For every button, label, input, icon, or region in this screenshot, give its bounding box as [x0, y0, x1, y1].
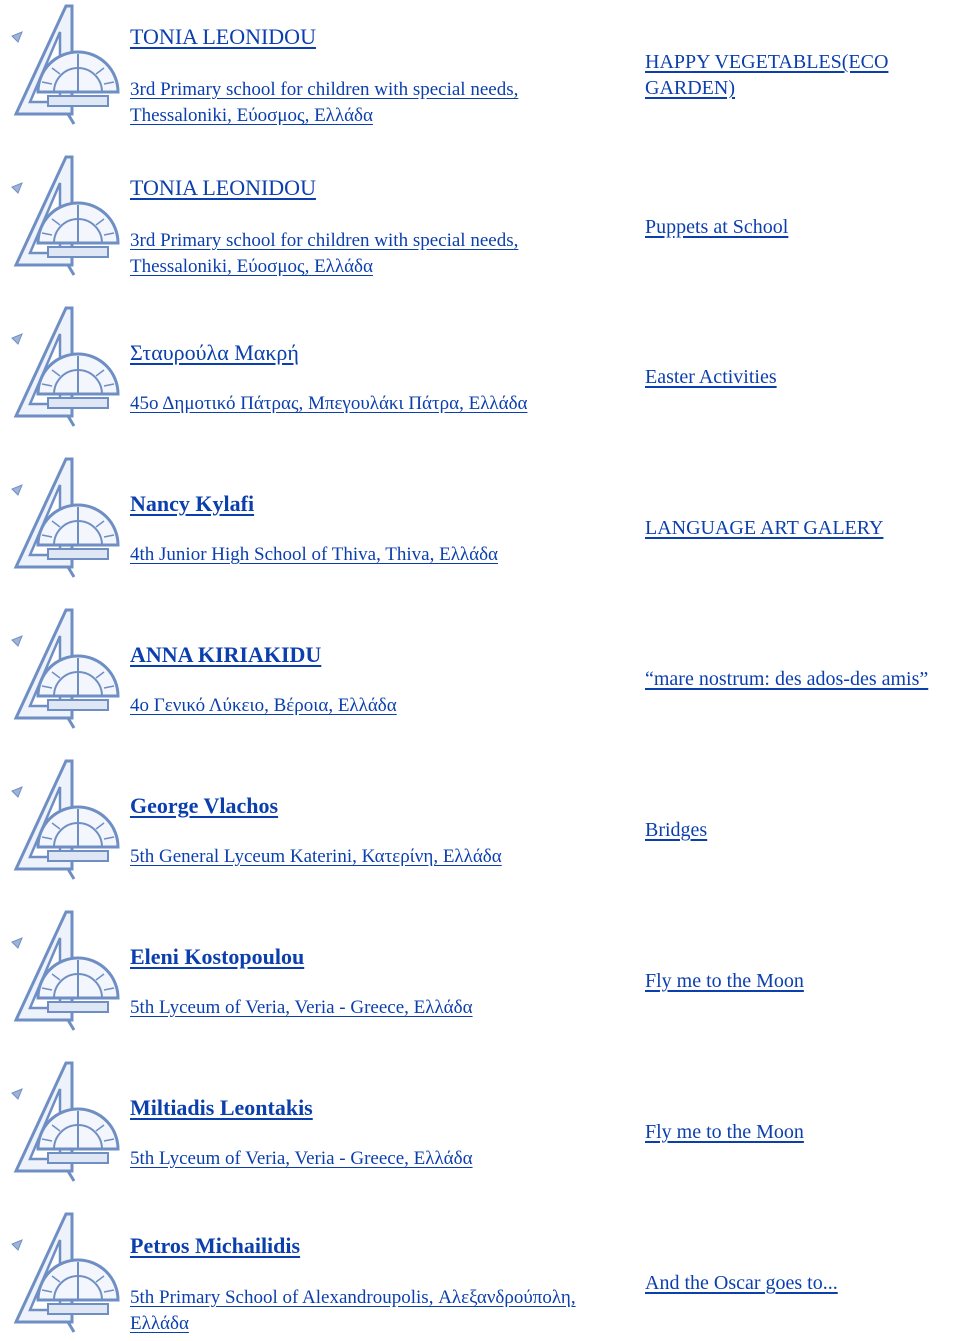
ruler-protractor-icon	[8, 455, 120, 579]
teacher-name-link[interactable]: ANNA KIRIAKIDU	[130, 642, 322, 667]
ruler-protractor-icon	[8, 304, 120, 428]
teacher-name-link[interactable]: Σταυρούλα Μακρή	[130, 340, 299, 365]
school-link[interactable]: 4ο Γενικό Λύκειο, Βέροια, Ελλάδα	[130, 695, 397, 716]
project-link[interactable]: Bridges	[645, 819, 708, 841]
list-item	[0, 604, 960, 754]
project-link[interactable]: And the Oscar goes to...	[645, 1272, 838, 1294]
school-link[interactable]: 45ο Δημοτικό Πάτρας, Μπεγουλάκι Πάτρα, Ελλάδα	[130, 393, 528, 414]
school-link[interactable]: 5th Lyceum of Veria, Veria - Greece, Ελλάδα	[130, 997, 473, 1018]
list-item	[0, 453, 960, 603]
ruler-protractor-icon	[8, 1059, 120, 1183]
school-link[interactable]: 5th Primary School of Alexandroupolis, Αλεξανδρούπολη, Ελλάδα	[130, 1287, 576, 1334]
list-item	[0, 302, 960, 452]
school-link[interactable]: 4th Junior High School of Thiva, Thiva, Ελλάδα	[130, 544, 498, 565]
list-item	[0, 906, 960, 1056]
teacher-name-link[interactable]: Petros Michailidis	[130, 1233, 301, 1258]
ruler-protractor-icon	[8, 1210, 120, 1334]
project-link[interactable]: “mare nostrum: des ados-des amis”	[645, 668, 929, 690]
ruler-protractor-icon	[8, 2, 120, 126]
list-item	[0, 0, 960, 150]
project-link[interactable]: LANGUAGE ART GALERY	[645, 517, 884, 539]
teacher-name-link[interactable]: George Vlachos	[130, 793, 279, 818]
teacher-name-link[interactable]: TONIA LEONIDOU	[130, 24, 316, 49]
ruler-protractor-icon	[8, 757, 120, 881]
project-link[interactable]: Fly me to the Moon	[645, 1121, 804, 1143]
teacher-name-link[interactable]: Miltiadis Leontakis	[130, 1095, 313, 1120]
school-link[interactable]: 5th Lyceum of Veria, Veria - Greece, Ελλάδα	[130, 1148, 473, 1169]
teacher-name-link[interactable]: Eleni Kostopoulou	[130, 944, 305, 969]
school-link[interactable]: 3rd Primary school for children with special needs, Thessaloniki, Εύοσμος, Ελλάδα	[130, 230, 519, 277]
list-item	[0, 1057, 960, 1207]
project-link[interactable]: Fly me to the Moon	[645, 970, 804, 992]
ruler-protractor-icon	[8, 908, 120, 1032]
ruler-protractor-icon	[8, 153, 120, 277]
list-item	[0, 1208, 960, 1341]
ruler-protractor-icon	[8, 606, 120, 730]
teacher-name-link[interactable]: TONIA LEONIDOU	[130, 175, 316, 200]
teacher-name-link[interactable]: Nancy Kylafi	[130, 491, 255, 516]
school-link[interactable]: 5th General Lyceum Katerini, Κατερίνη, Ελλάδα	[130, 846, 502, 867]
project-link[interactable]: HAPPY VEGETABLES(ECO GARDEN)	[645, 51, 889, 99]
school-link[interactable]: 3rd Primary school for children with special needs, Thessaloniki, Εύοσμος, Ελλάδα	[130, 79, 519, 126]
list-item	[0, 755, 960, 905]
project-link[interactable]: Easter Activities	[645, 366, 777, 388]
list-item	[0, 151, 960, 301]
project-link[interactable]: Puppets at School	[645, 216, 789, 238]
